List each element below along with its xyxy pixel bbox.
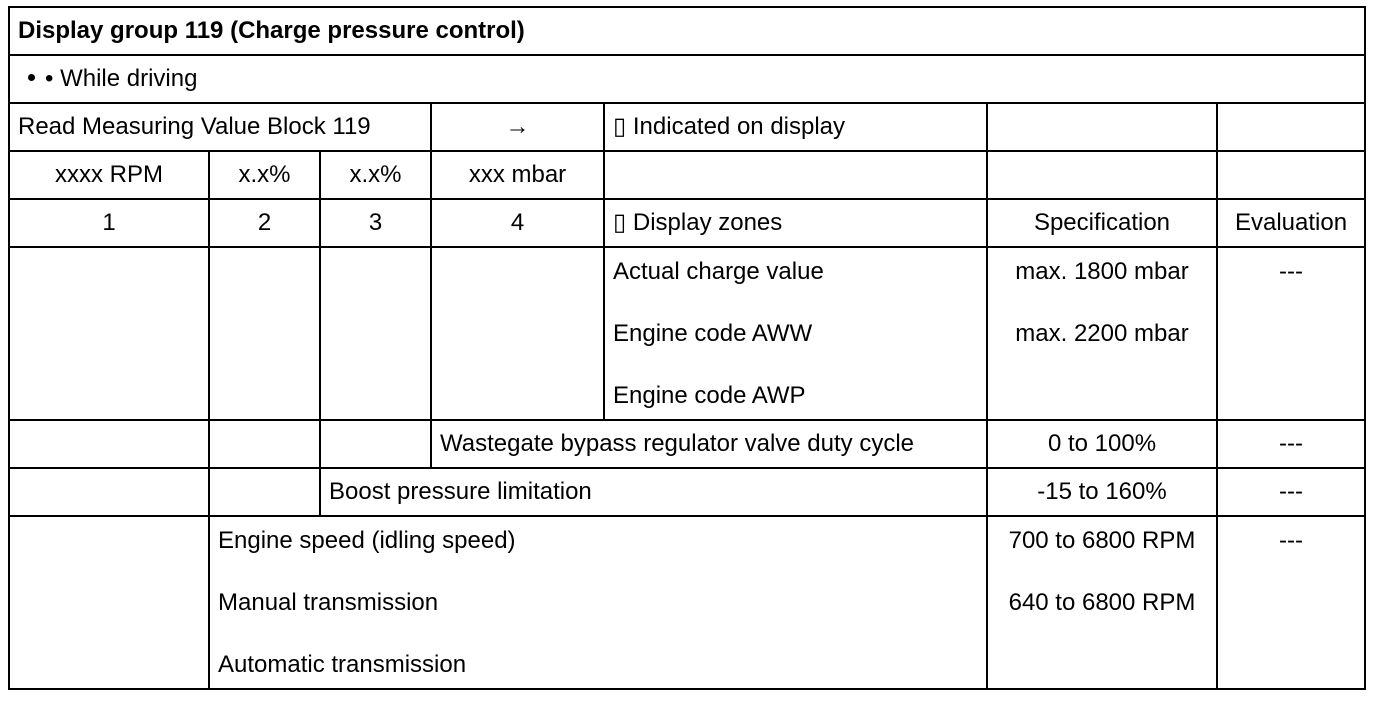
empty-cell — [1217, 151, 1365, 199]
field-number-2: 2 — [209, 199, 320, 247]
empty-cell — [987, 103, 1217, 151]
specification-cell — [987, 516, 1217, 689]
empty-cell — [604, 151, 987, 199]
specification-cell: 0 to 100% — [987, 420, 1217, 468]
unit-field-3: x.x% — [320, 151, 431, 199]
zone-line: Automatic transmission — [218, 651, 467, 678]
field-number-4: 4 — [431, 199, 604, 247]
zone-line: Engine code AWP — [613, 382, 806, 409]
empty-cell — [9, 516, 209, 689]
empty-cell — [209, 468, 320, 516]
display-group-title: Display group 119 (Charge pressure control) — [9, 7, 1365, 55]
spec-line: 640 to 6800 RPM — [1008, 589, 1196, 616]
zone-line: Engine speed (idling speed) — [218, 527, 516, 554]
empty-cell — [9, 468, 209, 516]
unit-field-1: xxxx RPM — [9, 151, 209, 199]
field-number-1: 1 — [9, 199, 209, 247]
empty-cell — [320, 247, 431, 420]
zone-description — [209, 516, 987, 689]
specification-cell: -15 to 160% — [987, 468, 1217, 516]
specification-cell — [987, 247, 1217, 420]
field-number-3: 3 — [320, 199, 431, 247]
zone-description: Boost pressure limitation — [320, 468, 987, 516]
spec-line: max. 2200 mbar — [1015, 320, 1189, 347]
zone-description: Wastegate bypass regulator valve duty cycle — [431, 420, 987, 468]
evaluation-cell: --- — [1217, 516, 1365, 689]
empty-cell — [431, 247, 604, 420]
zone-description — [604, 247, 987, 420]
empty-cell — [9, 247, 209, 420]
evaluation-cell: --- — [1217, 247, 1365, 420]
unit-field-4: xxx mbar — [431, 151, 604, 199]
indicated-on-display-label: ▯ Indicated on display — [604, 103, 987, 151]
evaluation-header: Evaluation — [1217, 199, 1365, 247]
empty-cell — [209, 247, 320, 420]
table-row — [9, 247, 1365, 420]
zone-line: Engine code AWW — [613, 320, 813, 347]
condition-row — [9, 55, 1365, 103]
bullet-icon — [28, 74, 35, 81]
zone-line: Manual transmission — [218, 589, 439, 616]
empty-cell — [9, 420, 209, 468]
read-measuring-block-label: Read Measuring Value Block 119 — [9, 103, 431, 151]
spec-line: 700 to 6800 RPM — [1008, 527, 1196, 554]
table-row — [9, 516, 1365, 689]
empty-cell — [987, 151, 1217, 199]
unit-field-2: x.x% — [209, 151, 320, 199]
empty-cell — [209, 420, 320, 468]
specification-header: Specification — [987, 199, 1217, 247]
zone-line: Actual charge value — [613, 258, 824, 285]
display-zones-header: ▯ Display zones — [604, 199, 987, 247]
evaluation-cell: --- — [1217, 420, 1365, 468]
condition-text: • While driving — [45, 65, 198, 92]
evaluation-cell: --- — [1217, 468, 1365, 516]
empty-cell — [1217, 103, 1365, 151]
measuring-value-table — [8, 6, 1366, 690]
table-row — [9, 420, 1365, 468]
empty-cell — [320, 420, 431, 468]
spec-line: max. 1800 mbar — [1015, 258, 1189, 285]
table-row — [9, 468, 1365, 516]
arrow-icon: → — [431, 103, 604, 151]
